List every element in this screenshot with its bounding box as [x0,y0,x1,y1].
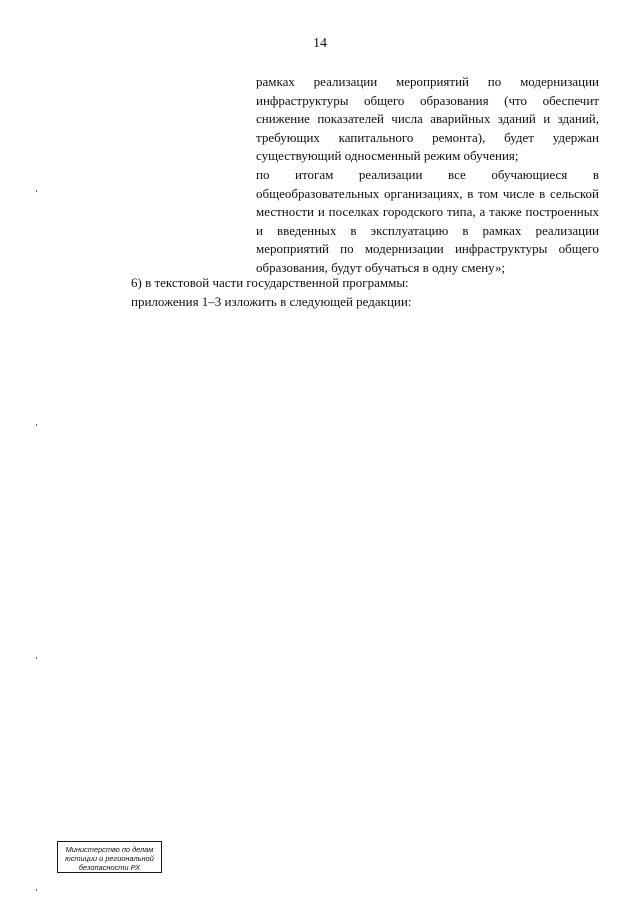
stamp-line-3: безопасности РХ [78,863,141,873]
stamp-line-1: Министерство по делам [65,845,154,854]
appendices-text: приложения 1–3 изложить в следующей редакции: [131,293,412,309]
margin-mark [36,424,37,426]
amendment-text-block [131,274,601,312]
item-6-text: 6) в текстовой части государственной программы: [131,275,409,290]
paragraph-one-shift: по итогам реализации все обучающиеся в общеобразовательных организациях, в том числе в сельской местности и поселках городского типа, а также построенных и введенных в эксплуатацию в рамках реализации мероприятий по модернизации инфраструктуры общего образования, будут обучаться в одну смену»; [256,166,599,275]
margin-mark [36,190,37,192]
page-number: 14 [313,36,327,51]
ministry-stamp [57,841,162,873]
margin-mark [36,657,37,659]
continuation-text-block [256,73,599,278]
margin-mark [36,889,37,891]
stamp-line-2: юстиции и региональной [65,854,154,864]
paragraph-infrastructure: рамках реализации мероприятий по модернизации инфраструктуры общего образования (что обеспечит снижение показателей числа аварийных зданий и зданий, требующих капитального ремонта), будет удержан существующий односменный режим обучения; [256,74,599,164]
